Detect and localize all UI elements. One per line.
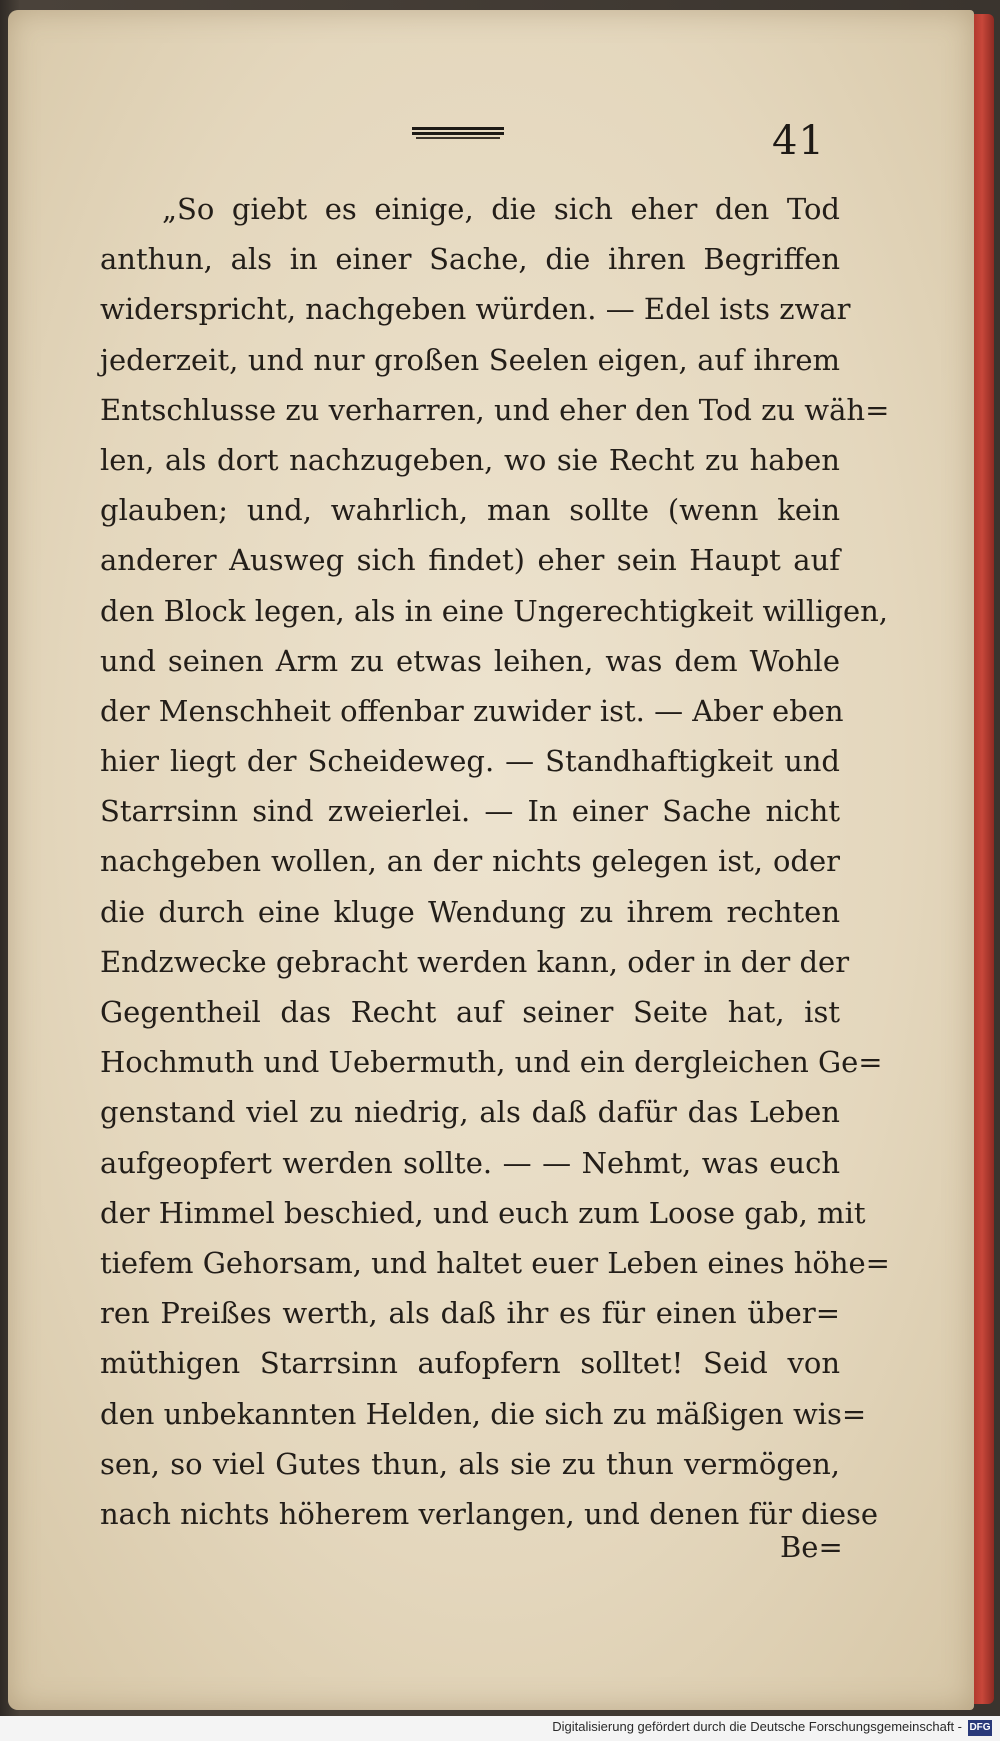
text-line: glauben; und, wahrlich, man sollte (wenn kein <box>100 493 840 528</box>
text-line: der Menschheit offenbar zuwider ist. — Aber eben <box>100 693 844 728</box>
text-line: den unbekannten Helden, die sich zu mäßigen wis= <box>100 1396 867 1431</box>
text-line: den Block legen, als in eine Ungerechtigkeit willigen, <box>100 593 889 628</box>
text-line: ren Preißes werth, als daß ihr es für einen über= <box>100 1296 840 1331</box>
body-text <box>100 184 890 1539</box>
text-line: jederzeit, und nur großen Seelen eigen, auf ihrem <box>100 342 840 377</box>
text-line: Starrsinn sind zweierlei. — In einer Sache nicht <box>100 794 840 829</box>
text-line: aufgeopfert werden sollte. — — Nehmt, was euch <box>100 1145 840 1180</box>
footer-credit: Digitalisierung gefördert durch die Deutsche Forschungsgemeinschaft - <box>552 1719 962 1734</box>
text-line: Hochmuth und Uebermuth, und ein dergleichen Ge= <box>100 1045 883 1080</box>
catchword: Be= <box>780 1530 843 1564</box>
text-line: hier liegt der Scheideweg. — Standhaftigkeit und <box>100 744 840 779</box>
text-line: anthun, als in einer Sache, die ihren Begriffen <box>100 242 840 277</box>
dfg-logo[interactable]: DFG <box>968 1720 992 1736</box>
text-line: nachgeben wollen, an der nichts gelegen ist, oder <box>100 844 840 879</box>
text-line: „So giebt es einige, die sich eher den Tod <box>162 192 840 226</box>
text-line: nach nichts höherem verlangen, und denen für diese <box>100 1496 879 1531</box>
text-line: Entschlusse zu verharren, und eher den Tod zu wäh= <box>100 392 890 427</box>
text-line: tiefem Gehorsam, und haltet euer Leben eines höhe= <box>100 1245 890 1280</box>
text-line: müthigen Starrsinn aufopfern solltet! Seid von <box>100 1346 840 1381</box>
text-line: und seinen Arm zu etwas leihen, was dem Wohle <box>100 643 840 678</box>
page-number: 41 <box>772 118 825 164</box>
text-line: Endzwecke gebracht werden kann, oder in der der <box>100 944 850 979</box>
text-line: die durch eine kluge Wendung zu ihrem rechten <box>100 894 840 929</box>
text-line: anderer Ausweg sich findet) eher sein Haupt auf <box>100 543 840 578</box>
header-ornament-rule <box>412 127 504 141</box>
text-line: der Himmel beschied, und euch zum Loose gab, mit <box>100 1195 866 1230</box>
text-line: Gegentheil das Recht auf seiner Seite hat, ist <box>100 995 840 1029</box>
text-line: sen, so viel Gutes thun, als sie zu thun vermögen, <box>100 1446 840 1481</box>
red-page-edge <box>974 14 994 1704</box>
text-line: genstand viel zu niedrig, als daß dafür das Leben <box>100 1095 840 1130</box>
text-line: widerspricht, nachgeben würden. — Edel ists zwar <box>100 292 851 327</box>
text-line: len, als dort nachzugeben, wo sie Recht zu haben <box>100 442 840 477</box>
